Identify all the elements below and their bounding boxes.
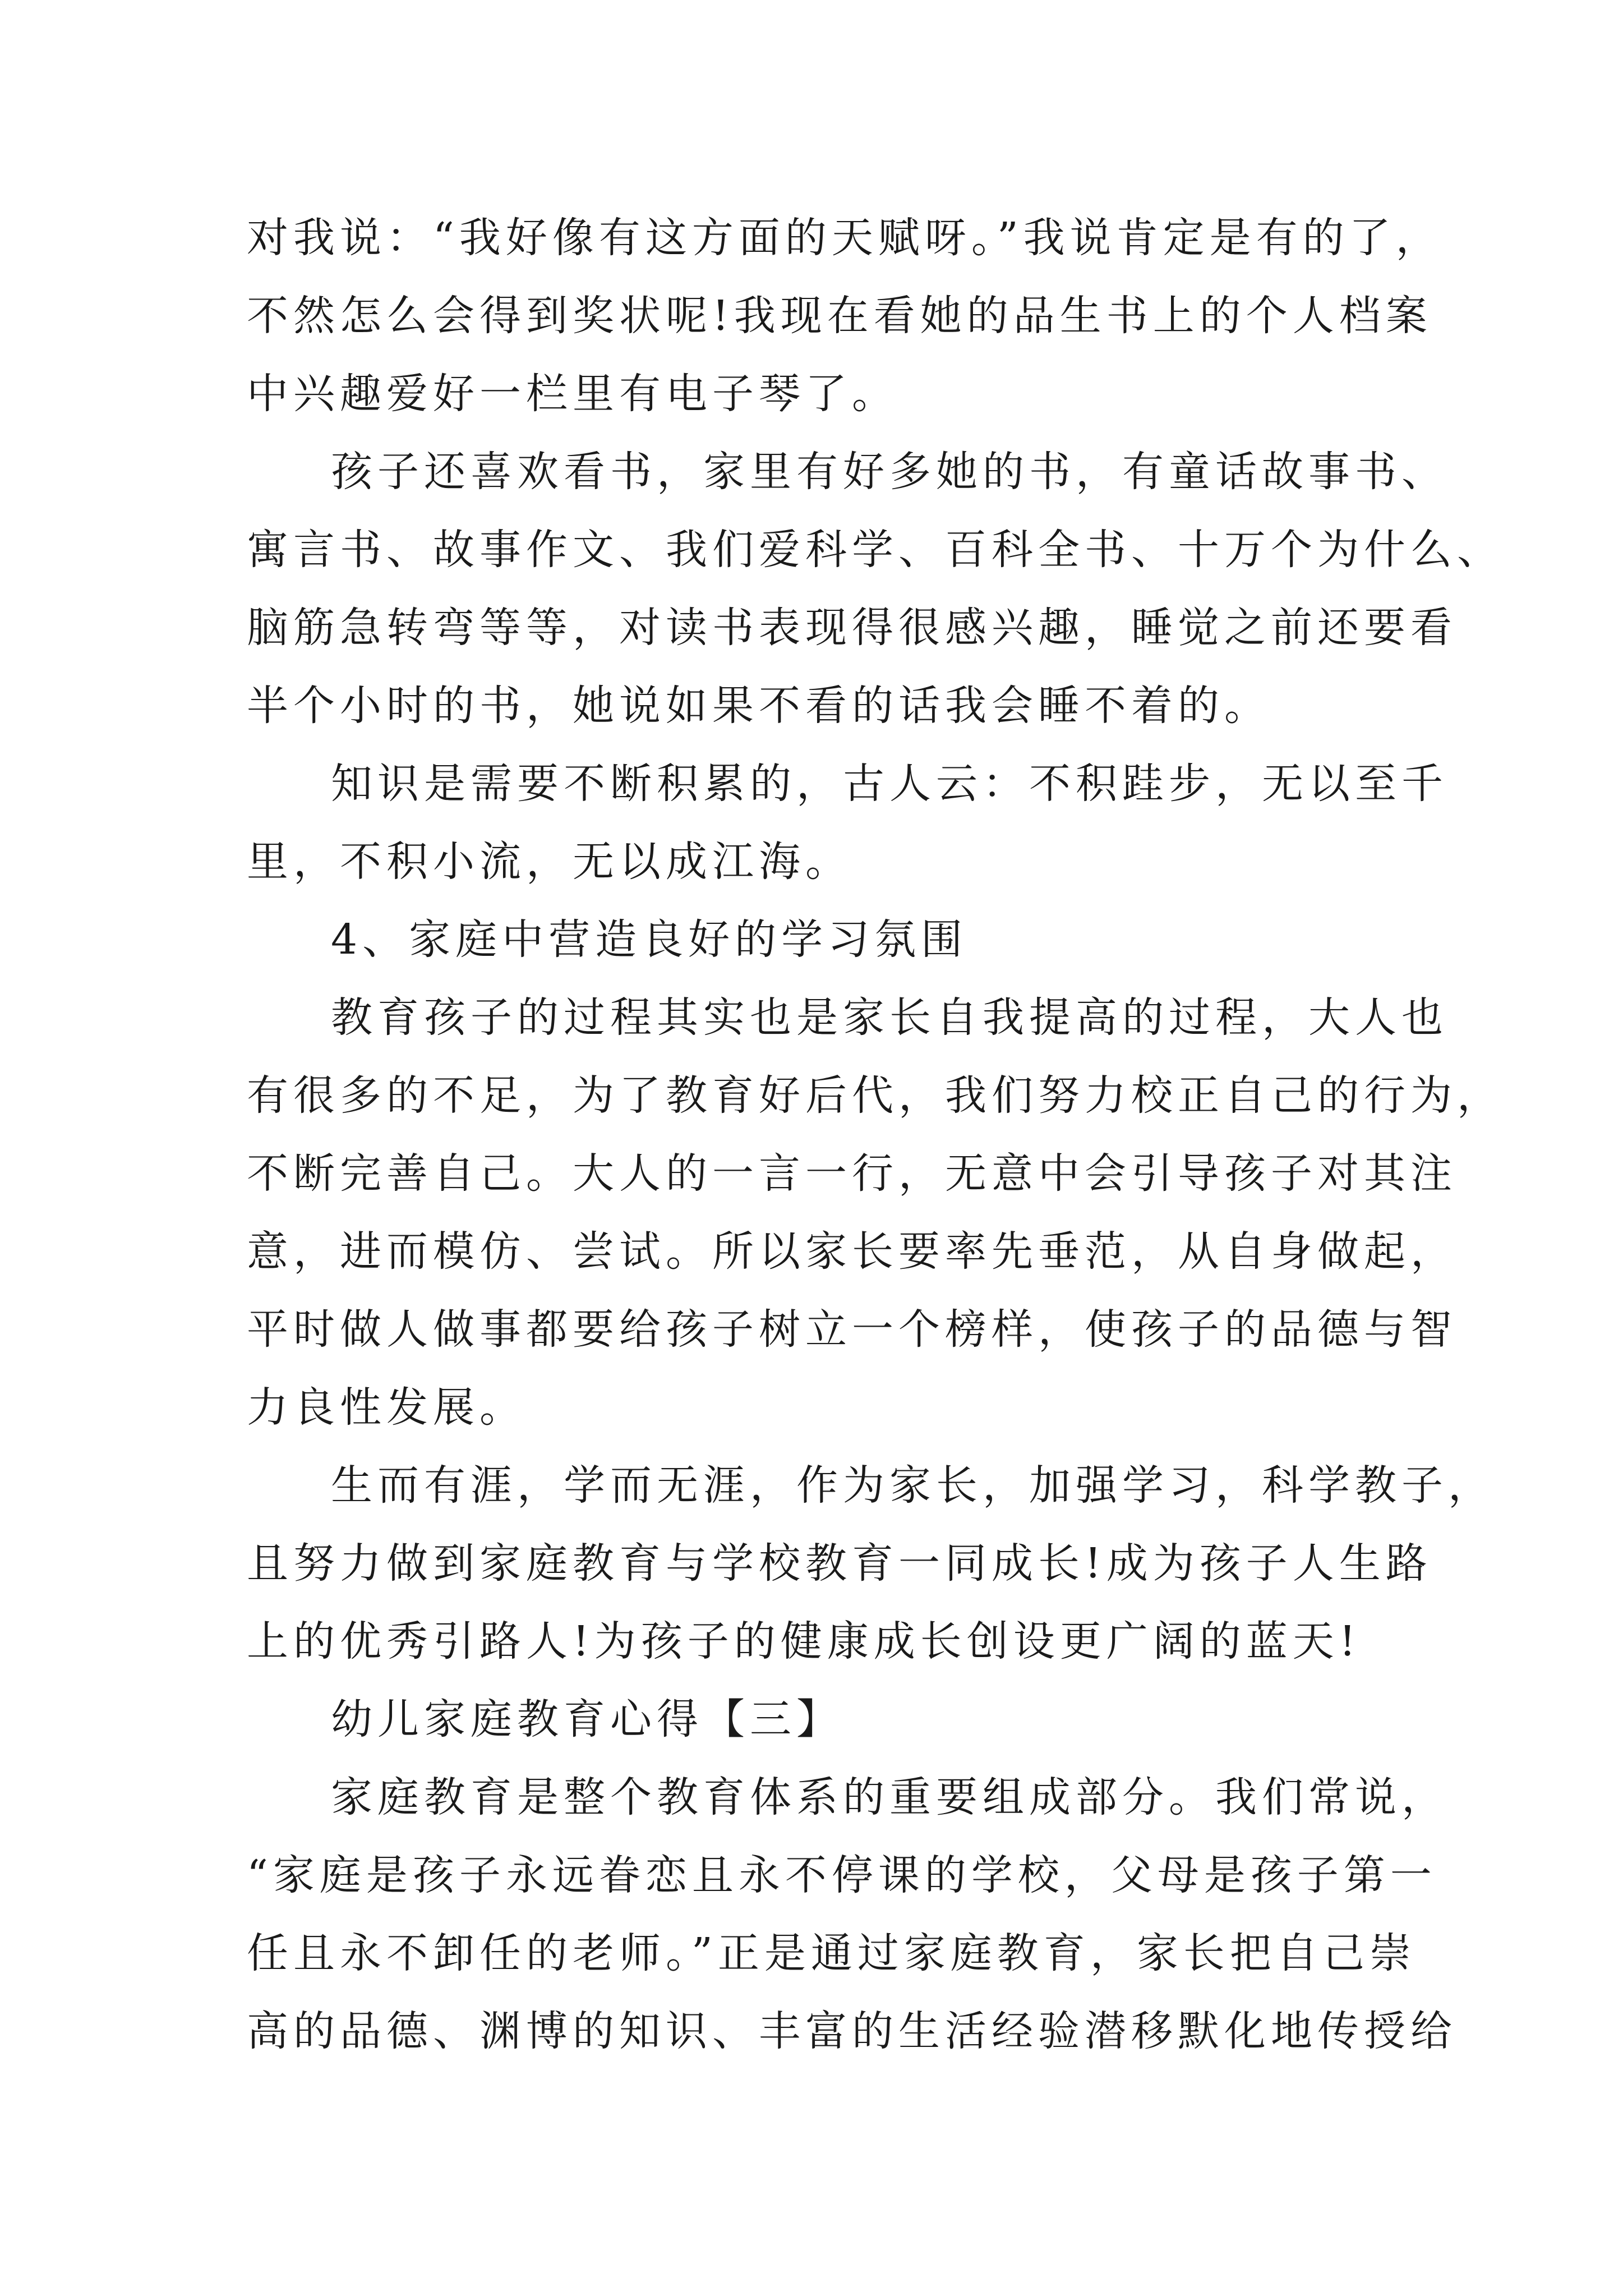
text-line: 有很多的不足，为了教育好后代，我们努力校正自己的行为， [247, 1071, 1504, 1120]
text-line: 不断完善自己。大人的一言一行，无意中会引导孩子对其注 [247, 1149, 1457, 1198]
text-line: 意，进而模仿、尝试。所以家长要率先垂范，从自身做起， [247, 1227, 1457, 1276]
text-line: 高的品德、渊博的知识、丰富的生活经验潜移默化地传授给 [247, 2007, 1457, 2055]
paragraph-start-line: 教育孩子的过程其实也是家长自我提高的过程，大人也 [331, 993, 1448, 1042]
text-line: 对我说：“我好像有这方面的天赋呀。”我说肯定是有的了， [247, 214, 1442, 262]
text-line: 寓言书、故事作文、我们爱科学、百科全书、十万个为什么、 [247, 526, 1504, 574]
text-line: 中兴趣爱好一栏里有电子琴了。 [247, 370, 898, 418]
text-line: 脑筋急转弯等等，对读书表现得很感兴趣，睡觉之前还要看 [247, 604, 1457, 652]
text-line: 任且永不卸任的老师。”正是通过家庭教育，家长把自己崇 [247, 1929, 1416, 1977]
text-line: 力良性发展。 [247, 1383, 526, 1432]
text-line: 且努力做到家庭教育与学校教育一同成长!成为孩子人生路 [247, 1539, 1432, 1588]
paragraph-start-line: 孩子还喜欢看书，家里有好多她的书，有童话故事书、 [331, 448, 1448, 496]
paragraph-start-line: 家庭教育是整个教育体系的重要组成部分。我们常说， [331, 1773, 1448, 1821]
body-text [247, 199, 1504, 2070]
text-line: “家庭是孩子永远眷恋且永不停课的学校，父母是孩子第一 [247, 1851, 1437, 1899]
text-line: 平时做人做事都要给孩子树立一个榜样，使孩子的品德与智 [247, 1305, 1457, 1354]
section-title: 幼儿家庭教育心得【三】 [331, 1695, 843, 1743]
paragraph-start-line: 生而有涯，学而无涯，作为家长，加强学习，科学教子， [331, 1461, 1495, 1510]
text-line: 半个小时的书，她说如果不看的话我会睡不着的。 [247, 682, 1271, 730]
paragraph-start-line: 知识是需要不断积累的，古人云：不积跬步，无以至千 [331, 760, 1448, 808]
text-line: 里，不积小流，无以成江海。 [247, 838, 852, 886]
section-heading: 4、家庭中营造良好的学习氛围 [331, 915, 968, 964]
text-line: 上的优秀引路人!为孩子的健康成长创设更广阔的蓝天! [247, 1617, 1361, 1665]
text-line: 不然怎么会得到奖状呢!我现在看她的品生书上的个人档案 [247, 292, 1432, 340]
